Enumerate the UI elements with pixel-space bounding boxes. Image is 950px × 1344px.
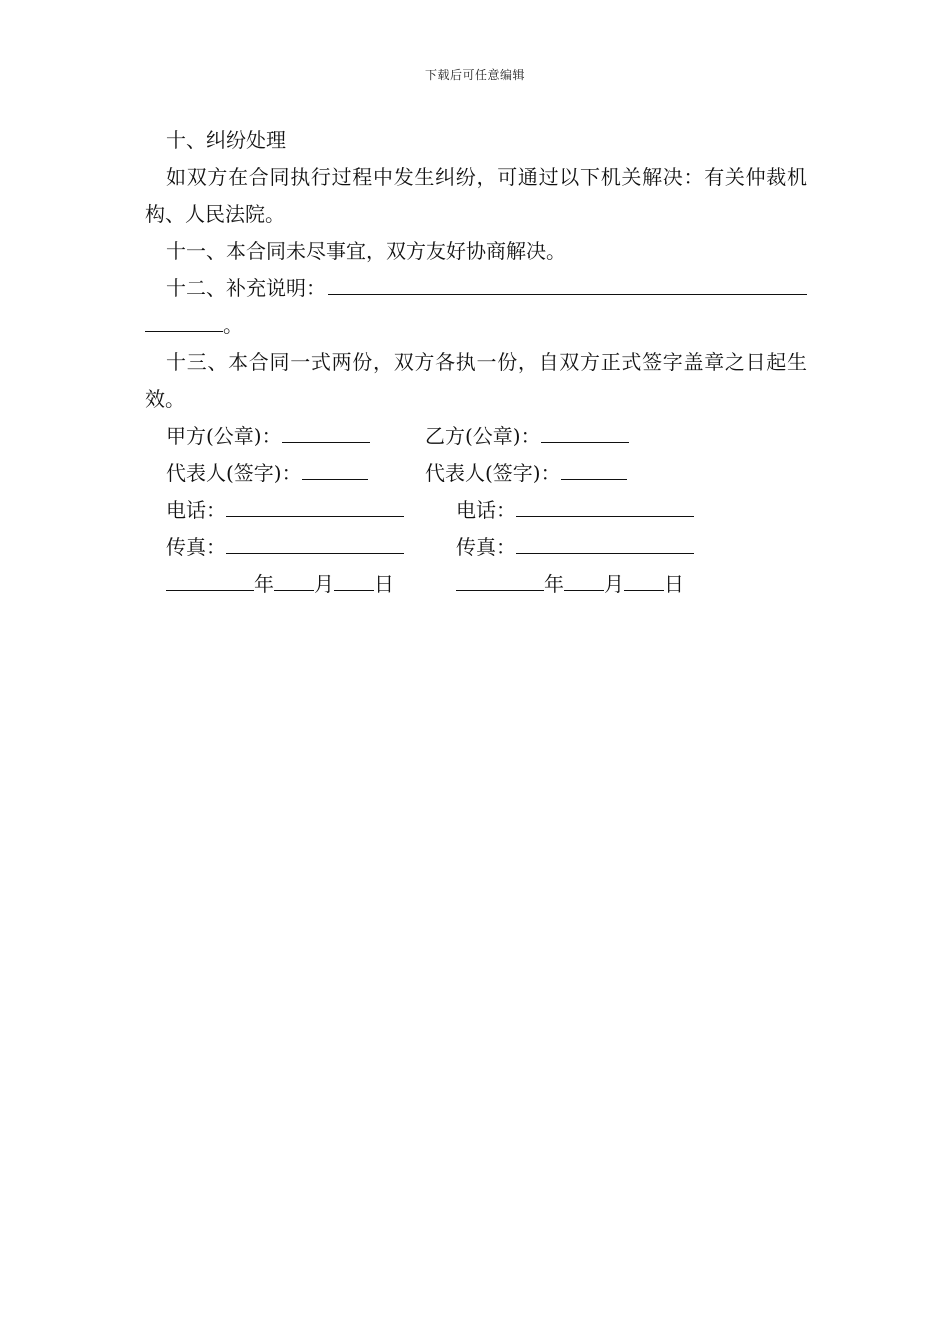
- seal-row: [145, 418, 807, 455]
- supplement-blank: [328, 270, 807, 295]
- party-b-rep-blank: [561, 457, 627, 480]
- party-b-rep: [425, 455, 627, 492]
- party-a-day-blank: [334, 568, 374, 591]
- party-a-month-blank: [274, 568, 314, 591]
- section-12-continuation: [145, 307, 807, 344]
- party-a-date: [166, 566, 456, 603]
- section-10-title: 十、纠纷处理: [166, 128, 286, 152]
- party-a-day-label: 日: [374, 572, 394, 596]
- party-a-rep: [166, 455, 425, 492]
- party-a-seal: [166, 418, 425, 455]
- section-12-label: 十二、补充说明：: [166, 276, 326, 300]
- section-11: 十一、本合同未尽事宜，双方友好协商解决。: [166, 239, 566, 263]
- party-a-fax: [166, 529, 456, 566]
- date-row: [145, 566, 807, 603]
- section-12-line: [145, 270, 807, 307]
- party-b-day-blank: [624, 568, 664, 591]
- party-a-phone: [166, 492, 456, 529]
- fax-row: [145, 529, 807, 566]
- party-b-fax-label: 传真：: [456, 535, 516, 559]
- section-13: 十三、本合同一式两份，双方各执一份，自双方正式签字盖章之日起生效。: [145, 350, 807, 411]
- party-a-rep-label: 代表人(签字)：: [166, 461, 302, 485]
- party-b-month-label: 月: [604, 572, 624, 596]
- party-a-phone-blank: [226, 494, 404, 517]
- party-a-month-label: 月: [314, 572, 334, 596]
- party-a-seal-blank: [282, 420, 370, 443]
- party-b-seal: [425, 418, 629, 455]
- party-a-fax-blank: [226, 531, 404, 554]
- party-a-year-blank: [166, 568, 254, 591]
- section-12-end: 。: [223, 313, 243, 337]
- party-a-year-label: 年: [254, 572, 274, 596]
- party-b-day-label: 日: [664, 572, 684, 596]
- party-b-fax-blank: [516, 531, 694, 554]
- party-b-seal-blank: [541, 420, 629, 443]
- party-a-fax-label: 传真：: [166, 535, 226, 559]
- party-b-phone-blank: [516, 494, 694, 517]
- party-a-phone-label: 电话：: [166, 498, 226, 522]
- party-b-year-blank: [456, 568, 544, 591]
- phone-row: [145, 492, 807, 529]
- supplement-blank-cont: [145, 307, 223, 332]
- party-b-fax: [456, 529, 694, 566]
- party-b-seal-label: 乙方(公章)：: [425, 424, 541, 448]
- party-b-date: [456, 566, 684, 603]
- page-header-note: 下载后可任意编辑: [424, 68, 525, 82]
- party-a-rep-blank: [302, 457, 368, 480]
- party-b-month-blank: [564, 568, 604, 591]
- party-b-rep-label: 代表人(签字)：: [425, 461, 561, 485]
- section-10-body: 如双方在合同执行过程中发生纠纷，可通过以下机关解决：有关仲裁机构、人民法院。: [145, 165, 807, 226]
- party-b-phone-label: 电话：: [456, 498, 516, 522]
- party-b-year-label: 年: [544, 572, 564, 596]
- rep-row: [145, 455, 807, 492]
- contract-body: [145, 122, 807, 603]
- party-a-seal-label: 甲方(公章)：: [166, 424, 282, 448]
- party-b-phone: [456, 492, 694, 529]
